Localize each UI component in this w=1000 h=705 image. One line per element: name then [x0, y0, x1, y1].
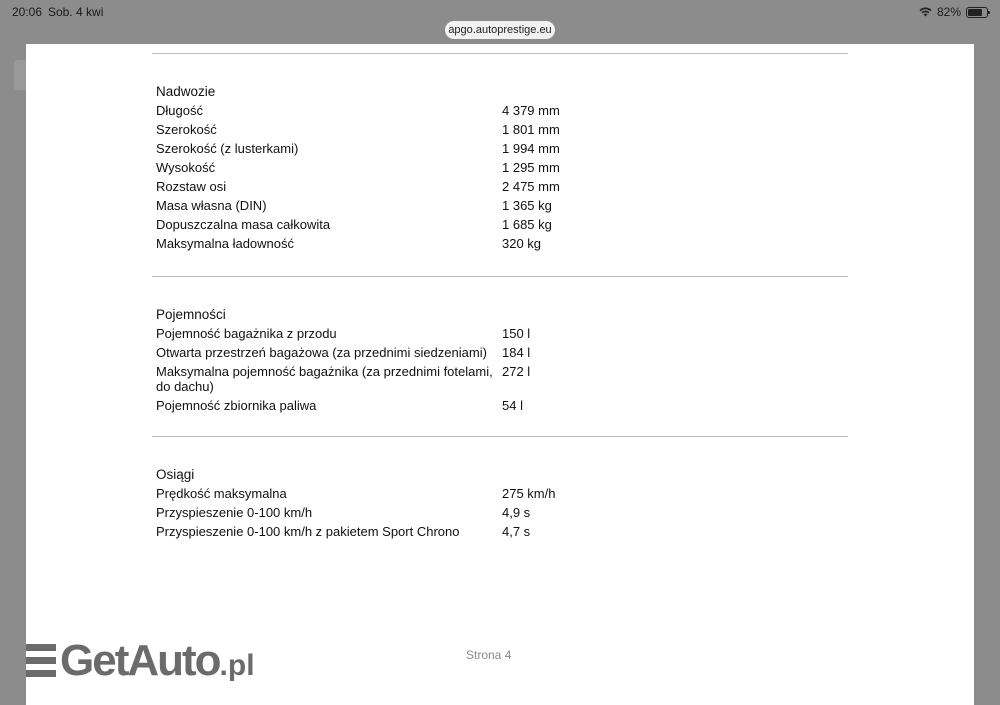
spec-row — [156, 215, 848, 234]
spec-label: Pojemność zbiornika paliwa — [156, 398, 317, 413]
divider — [152, 53, 848, 54]
section-title: Pojemności — [156, 307, 226, 322]
spec-value: 54 l — [502, 398, 523, 413]
logo-tld: .pl — [219, 649, 255, 682]
spec-row — [156, 396, 848, 415]
spec-value: 4 379 mm — [502, 103, 560, 118]
logo-brand: GetAuto — [60, 636, 220, 685]
spec-label: Dopuszczalna masa całkowita — [156, 217, 331, 232]
spec-label: Szerokość (z lusterkami) — [156, 141, 299, 156]
spec-label: Masa własna (DIN) — [156, 198, 267, 213]
spec-label: Prędkość maksymalna — [156, 486, 287, 501]
page-number: Strona 4 — [466, 648, 512, 662]
spec-value: 320 kg — [502, 236, 542, 251]
spec-value: 2 475 mm — [502, 179, 560, 194]
spec-value: 4,7 s — [502, 524, 531, 539]
spec-row — [156, 503, 848, 522]
section-title: Nadwozie — [156, 84, 216, 99]
divider — [152, 436, 848, 437]
spec-label: Maksymalna pojemność bagażnika (za przednimi fotelami, do dachu) — [156, 364, 493, 394]
spec-row — [156, 120, 848, 139]
section-nadwozie — [156, 82, 848, 253]
getauto-logo — [26, 636, 255, 686]
spec-row — [156, 196, 848, 215]
spec-label: Wysokość — [156, 160, 216, 175]
spec-row — [156, 343, 848, 362]
spec-row — [156, 158, 848, 177]
logo-bars-icon — [26, 644, 56, 678]
spec-row — [156, 324, 848, 343]
spec-label: Pojemność bagażnika z przodu — [156, 326, 337, 341]
spec-value: 1 365 kg — [502, 198, 552, 213]
spec-label: Długość — [156, 103, 203, 118]
wifi-icon — [919, 7, 932, 17]
spec-value: 1 994 mm — [502, 141, 560, 156]
spec-label: Otwarta przestrzeń bagażowa (za przednimi siedzeniami) — [156, 345, 487, 360]
spec-value: 1 295 mm — [502, 160, 560, 175]
section-title: Osiągi — [156, 467, 195, 482]
spec-row — [156, 362, 848, 396]
spec-row — [156, 101, 848, 120]
url-bar[interactable]: apgo.autoprestige.eu — [445, 21, 555, 39]
section-pojemnosci — [156, 305, 848, 415]
spec-value: 1 685 kg — [502, 217, 552, 232]
spec-value: 4,9 s — [502, 505, 531, 520]
spec-value: 184 l — [502, 345, 531, 360]
status-date: Sob. 4 kwi — [48, 5, 104, 19]
spec-value: 150 l — [502, 326, 531, 341]
spec-value: 275 km/h — [502, 486, 556, 501]
spec-label: Maksymalna ładowność — [156, 236, 295, 251]
battery-icon — [966, 7, 988, 18]
divider — [152, 276, 848, 277]
spec-label: Szerokość — [156, 122, 217, 137]
spec-row — [156, 234, 848, 253]
spec-label: Przyspieszenie 0-100 km/h z pakietem Sport Chrono — [156, 524, 460, 539]
spec-row — [156, 522, 848, 541]
battery-percent: 82% — [936, 5, 961, 19]
spec-row — [156, 139, 848, 158]
status-time: 20:06 — [12, 5, 43, 19]
spec-label: Rozstaw osi — [156, 179, 227, 194]
spec-row — [156, 177, 848, 196]
section-osiagi — [156, 465, 848, 541]
spec-value: 1 801 mm — [502, 122, 560, 137]
spec-label: Przyspieszenie 0-100 km/h — [156, 505, 313, 520]
spec-value: 272 l — [502, 364, 531, 379]
status-right — [919, 5, 988, 19]
document-page — [26, 44, 974, 705]
spec-row — [156, 484, 848, 503]
